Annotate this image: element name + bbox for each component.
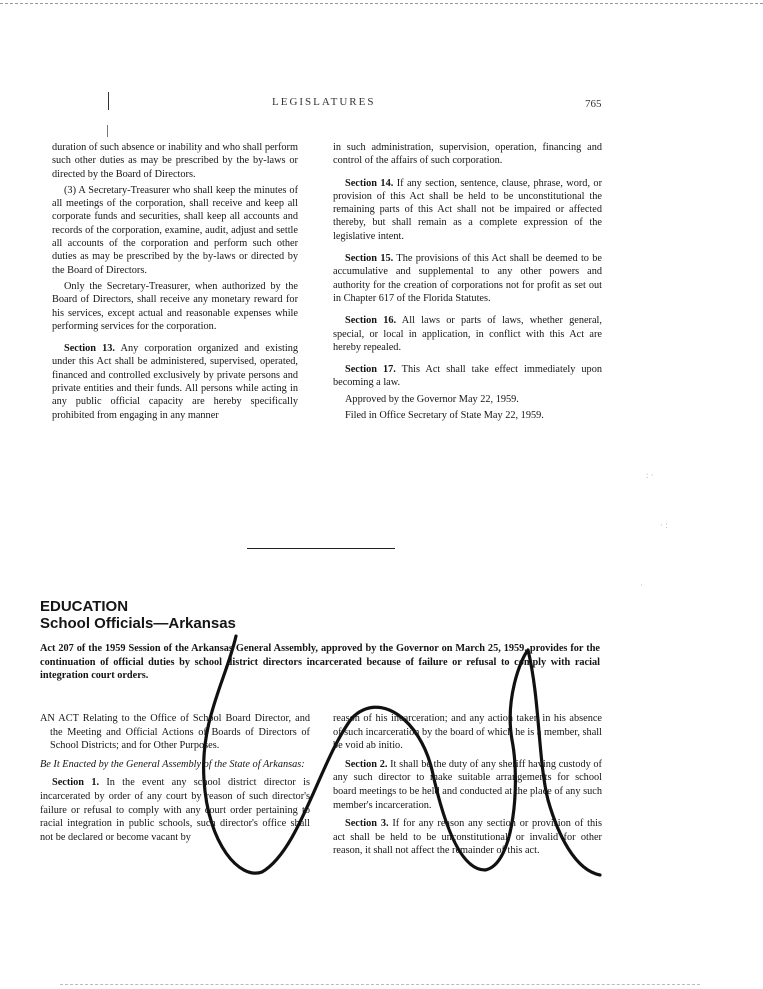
section-1: [40, 776, 310, 844]
section-13: [52, 342, 298, 422]
margin-mark: [107, 125, 108, 137]
section-16: [333, 314, 602, 354]
scan-edge-dashes: [60, 984, 700, 985]
section-label: Section 15.: [345, 253, 394, 265]
scan-noise: : ·: [646, 470, 654, 480]
section-label: Section 14.: [345, 177, 394, 189]
margin-mark: [108, 92, 109, 110]
section-heading: EDUCATION: [40, 598, 129, 615]
running-head: LEGISLATURES: [272, 96, 376, 108]
section-text: In the event any school district director is incarcerated by order of any court by reason of such director's failure or refusal to comply with any court order pertaining to racial integration in public schools, such director's office shall not be declared or become vacant by: [40, 777, 310, 843]
section-text: Any corporation organized and existing under this Act shall be administered, supervised, operated, financed and controlled exclusively by private persons and private entities and their funds. All persons while acting in any public official capacity are hereby specifically prohibited from engaging in any manner: [52, 343, 298, 421]
paragraph: (3) A Secretary-Treasurer who shall keep the minutes of all meetings of the corporation, shall receive and keep all corporate funds and securities, shall keep all accounts and records of the corporation, examine, audit, adjust and settle all accounts of the corporation and perform such other duties as may be prescribed by the by-laws or directed by the Board of Directors.: [52, 184, 298, 276]
section-15: [333, 252, 602, 305]
section-label: Section 2.: [345, 758, 388, 770]
section-text: If any section, sentence, clause, phrase, word, or provision of this Act shall be held to be unconstitutional the remaining parts of this Act shall not be impaired or affected thereby, but shall remain as a complete expression of the legislative intent.: [333, 177, 602, 242]
section-text: This Act shall take effect immediately upon becoming a law.: [333, 364, 602, 389]
top-right-column: [333, 141, 602, 425]
paragraph: duration of such absence or inability and who shall perform such other duties as may be prescribed by the by-laws or directed by the Board of Directors.: [52, 142, 298, 180]
scan-noise: ·: [640, 580, 643, 590]
section-3: [333, 817, 602, 858]
scan-noise: · :: [660, 520, 668, 530]
bottom-left-column: [40, 712, 310, 849]
paragraph: in such administration, supervision, operation, financing and control of the affairs of such corporation.: [333, 142, 602, 167]
enacting-clause: Be It Enacted by the General Assembly of the State of Arkansas:: [40, 758, 305, 770]
section-label: Section 3.: [345, 818, 389, 830]
section-text: All laws or parts of laws, whether general, special, or local in application, in conflict with this Act are hereby repealed.: [333, 315, 602, 353]
section-text: It shall be the duty of any sheriff having custody of any such director to make suitable arrangements for school board meetings to be held and conducted at the place of any such member's incarceration.: [333, 758, 602, 811]
synopsis: Act 207 of the 1959 Session of the Arkansas General Assembly, approved by the Governor on March 25, 1959, provides for the continuation of official duties by school district directors incarcerated because of failure or refusal to comply with racial integration court orders.: [40, 643, 600, 682]
section-17: [333, 363, 602, 390]
top-left-column: [52, 141, 298, 425]
section-14: [333, 177, 602, 243]
page-number: 765: [585, 98, 602, 110]
scan-edge-dashes: [0, 3, 763, 4]
section-text: The provisions of this Act shall be deemed to be accumulative and supplemental to any other powers and authority for the creation of corporations not for profit as set out in Chapter 617 of the Florida Statutes.: [333, 253, 603, 304]
section-label: Section 1.: [52, 777, 100, 789]
section-label: Section 17.: [345, 364, 396, 376]
section-label: Section 16.: [345, 315, 397, 327]
section-text: If for any reason any section or provision of this act shall be held to be unconstitutional, or invalid for other reason, it shall not affect the remainder of this act.: [333, 818, 602, 857]
approved-line: Approved by the Governor May 22, 1959.: [345, 393, 519, 405]
bottom-right-column: [333, 712, 602, 863]
section-label: Section 13.: [64, 343, 115, 355]
paragraph: reason of his incarceration; and any action taken in his absence of such incarceration by the board of which he is a member, shall be void ab initio.: [333, 713, 602, 752]
paragraph: Only the Secretary-Treasurer, when authorized by the Board of Directors, shall receive any monetary reward for his services, except actual and reasonable expenses while performing services for the corporation.: [52, 280, 298, 332]
act-title: AN ACT Relating to the Office of School Board Director, and the Meeting and Official Actions of Boards of Directors of School Districts; and for Other Purposes.: [40, 713, 310, 752]
section-separator: [247, 548, 395, 549]
filed-line: Filed in Office Secretary of State May 22, 1959.: [345, 410, 544, 422]
section-subheading: School Officials—Arkansas: [40, 615, 236, 632]
section-2: [333, 758, 602, 812]
